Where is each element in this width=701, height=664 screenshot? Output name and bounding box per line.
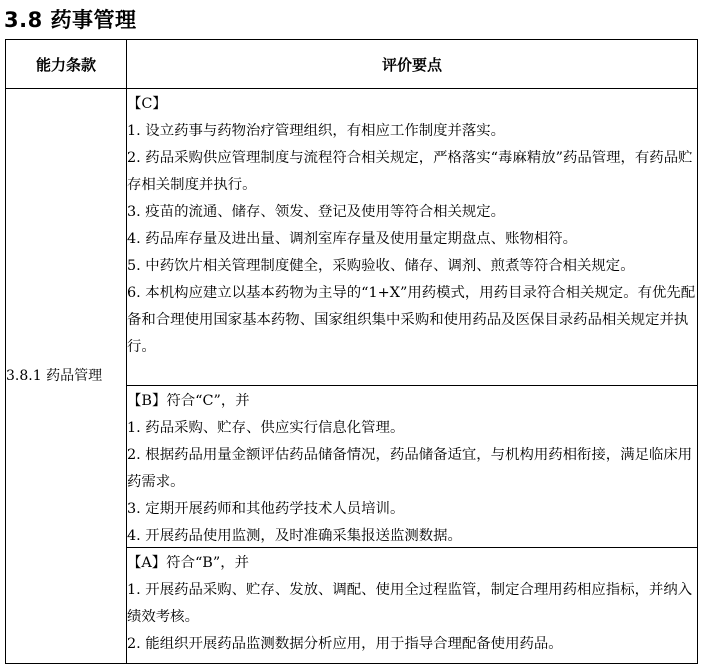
criteria-item: 2. 药品采购供应管理制度与流程符合相关规定，严格落实“毒麻精放”药品管理，有药品贮存相关制度并执行。 <box>127 150 693 193</box>
criteria-item: 3. 疫苗的流通、储存、领发、登记及使用等符合相关规定。 <box>127 204 506 220</box>
criteria-item: 1. 开展药品采购、贮存、发放、调配、使用全过程监管，制定合理用药相应指标，并纳入绩效考核。 <box>127 582 693 625</box>
level-label-c: 【C】 <box>127 96 167 112</box>
criteria-item: 5. 中药饮片相关管理制度健全，采购验收、储存、调剂、煎煮等符合相关规定。 <box>127 258 635 274</box>
criteria-item: 1. 药品采购、贮存、供应实行信息化管理。 <box>127 420 405 436</box>
criteria-item: 4. 药品库存量及进出量、调剂室库存量及使用量定期盘点、账物相符。 <box>127 231 578 247</box>
level-label-b: 【B】符合“C”，并 <box>127 393 250 409</box>
clause-cell: 3.8.1 药品管理 <box>6 89 127 664</box>
header-points: 评价要点 <box>127 40 698 89</box>
header-clause: 能力条款 <box>6 40 127 89</box>
section-title: 3.8 药事管理 <box>4 8 137 32</box>
level-row-c <box>6 89 698 386</box>
criteria-item: 3. 定期开展药师和其他药学技术人员培训。 <box>127 501 405 517</box>
criteria-item: 6. 本机构应建立以基本药物为主导的“1+X”用药模式，用药目录符合相关规定。有优先配备和合理使用国家基本药物、国家组织集中采购和使用药品及医保目录药品相关规定并执行。 <box>127 285 696 355</box>
header-row <box>6 40 698 89</box>
criteria-cell-a <box>127 548 698 664</box>
criteria-cell-c <box>127 89 698 386</box>
level-label-a: 【A】符合“B”，并 <box>127 555 250 571</box>
criteria-item: 1. 设立药事与药物治疗管理组织，有相应工作制度并落实。 <box>127 123 506 139</box>
criteria-item: 2. 根据药品用量金额评估药品储备情况，药品储备适宜，与机构用药相衔接，满足临床用药需求。 <box>127 447 693 490</box>
criteria-cell-b <box>127 386 698 548</box>
evaluation-table <box>5 39 698 664</box>
criteria-item: 2. 能组织开展药品监测数据分析应用，用于指导合理配备使用药品。 <box>127 636 563 652</box>
criteria-item: 4. 开展药品使用监测，及时准确采集报送监测数据。 <box>127 528 462 544</box>
